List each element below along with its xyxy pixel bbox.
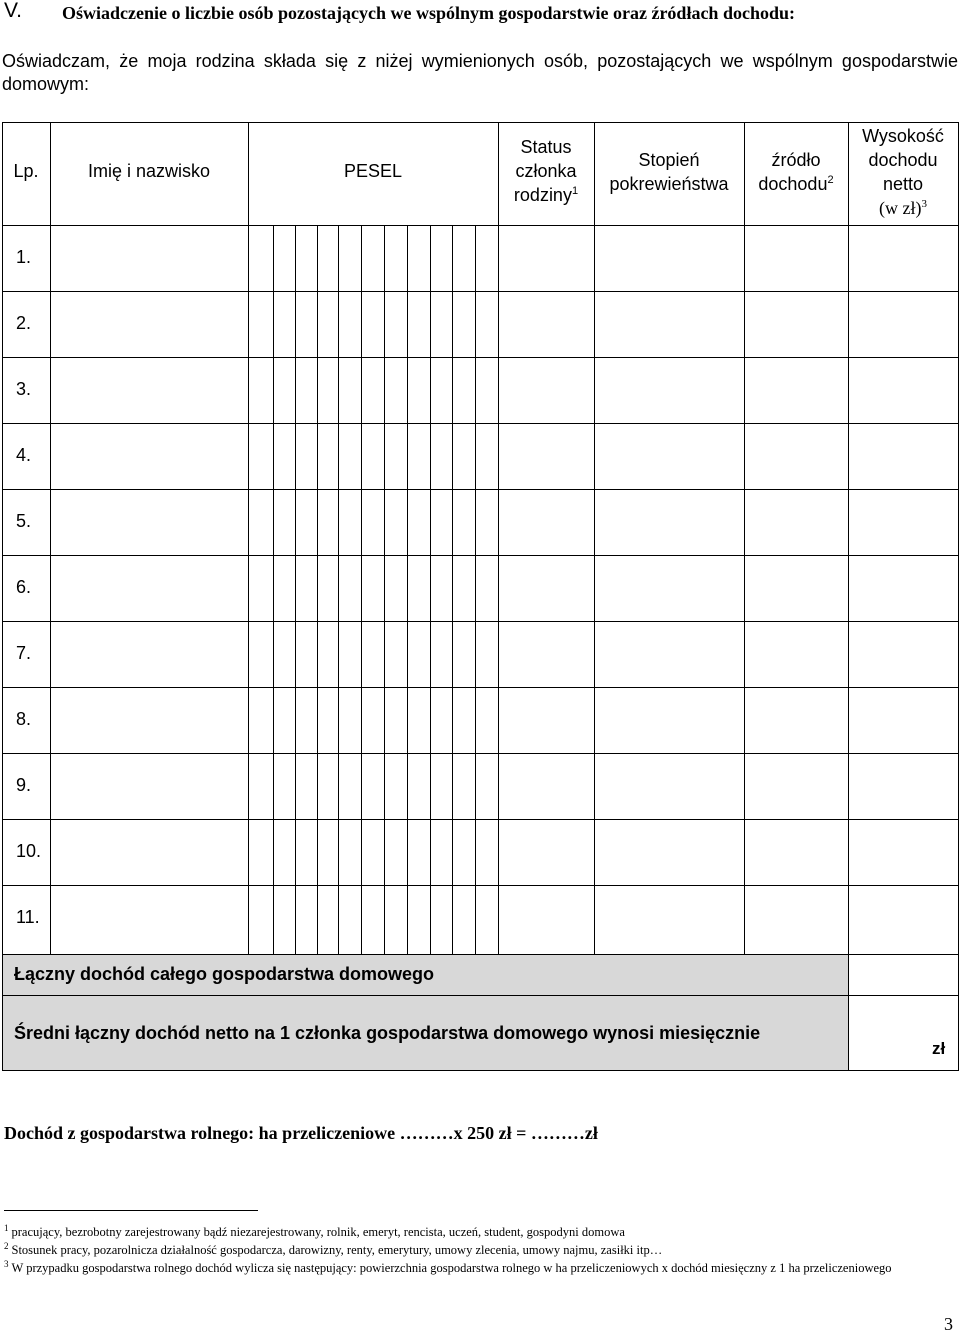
- footnote-3: $^3$ W przypadku gospodarstwa rolnego dochód wylicza się następujący: powierzchnia gospodarstwa rolnego w ha przeliczeniowych x dochód miesięczny z 1 ha przeliczeniowego: [4, 1258, 892, 1275]
- header-income-source: źródło dochodu$^2$: [758, 150, 834, 194]
- row-number: 5.: [16, 511, 32, 531]
- intro-statement: Oświadczam, że moja rodzina składa się z niżej wymienionych osób, pozostających we wspólnym gospodarstwie domowym:: [2, 51, 958, 94]
- row-number: 1.: [16, 247, 32, 267]
- footnote-2: $^2$ Stosunek pracy, pozarolnicza działalność gospodarcza, darowizny, renty, emerytury, umowy zlecenia, umowy najmu, zasiłki itp…: [4, 1240, 663, 1257]
- row-number: 10.: [16, 841, 42, 861]
- footnote-separator: [4, 1210, 258, 1211]
- average-income-label: Średni łączny dochód netto na 1 członka gospodarstwa domowego wynosi miesięcznie: [14, 1023, 761, 1043]
- header-member-status: Status członka rodziny$^1$: [513, 137, 579, 205]
- footnote-1: $^1$ pracujący, bezrobotny zarejestrowany bądź niezarejestrowany, rolnik, emeryt, rencista, uczeń, student, gospodyni domowa: [4, 1222, 625, 1239]
- row-number: 11.: [16, 907, 40, 927]
- row-number: 9.: [16, 775, 32, 795]
- header-kinship: Stopień pokrewieństwa: [609, 150, 729, 194]
- header-net-income: Wysokość dochodu netto (w zł)$^3$: [862, 126, 944, 218]
- farm-income-line: Dochód z gospodarstwa rolnego: ha przeliczeniowe ………x 250 zł = ………zł: [4, 1123, 598, 1143]
- section-title: Oświadczenie o liczbie osób pozostających we wspólnym gospodarstwie oraz źródłach dochodu:: [62, 3, 795, 23]
- row-number: 2.: [16, 313, 32, 333]
- header-pesel: PESEL: [343, 161, 403, 181]
- total-income-label: Łączny dochód całego gospodarstwa domowego: [14, 964, 435, 984]
- average-income-unit: zł: [932, 1039, 946, 1058]
- section-number: V.: [4, 0, 22, 22]
- header-name: Imię i nazwisko: [87, 161, 211, 181]
- page-number: 3: [944, 1314, 953, 1334]
- row-number: 7.: [16, 643, 32, 663]
- header-lp: Lp.: [13, 161, 39, 181]
- row-number: 6.: [16, 577, 32, 597]
- row-number: 3.: [16, 379, 32, 399]
- row-number: 4.: [16, 445, 32, 465]
- row-number: 8.: [16, 709, 32, 729]
